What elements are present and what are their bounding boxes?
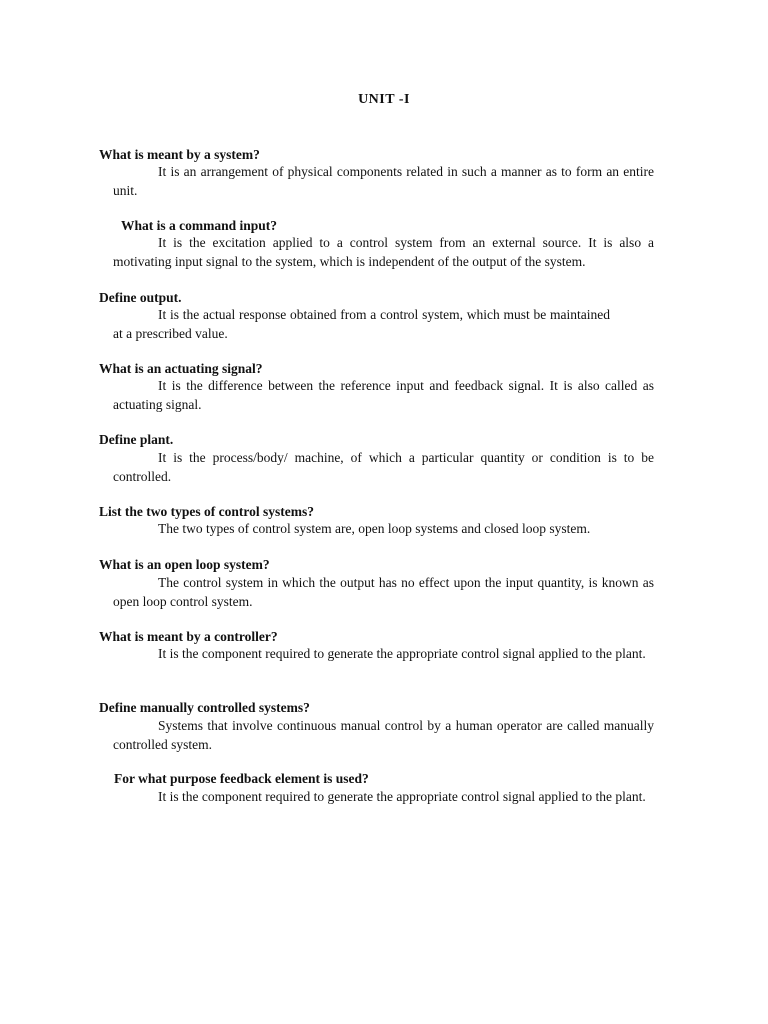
answer-text: The two types of control system are, open loop systems and closed loop system. — [158, 521, 591, 536]
answer-text: It is the excitation applied to a control system from an external source. It is also a motivating input signal to the system, which is independent of the output of the system. — [113, 235, 654, 269]
answer-text: It is the component required to generate the appropriate control signal applied to the plant. — [158, 646, 646, 661]
question-heading: What is meant by a system? — [99, 147, 260, 162]
answer-text: It is an arrangement of physical components related in such a manner as to form an entire unit. — [113, 164, 654, 198]
question-heading: For what purpose feedback element is used? — [114, 771, 369, 786]
page-title: UNIT -I — [358, 92, 410, 107]
answer-text: It is the difference between the reference input and feedback signal. It is also called as actuating signal. — [113, 378, 654, 412]
answer-text: It is the process/body/ machine, of which a particular quantity or condition is to be controlled. — [113, 450, 654, 484]
answer-text: Systems that involve continuous manual control by a human operator are called manually controlled system. — [113, 718, 654, 752]
answer-text: The control system in which the output has no effect upon the input quantity, is known as open loop control system. — [113, 575, 654, 609]
question-heading: What is an actuating signal? — [99, 361, 263, 376]
question-heading: What is meant by a controller? — [99, 629, 278, 644]
question-heading: Define plant. — [99, 432, 174, 447]
answer-text: It is the component required to generate the appropriate control signal applied to the plant. — [158, 789, 646, 804]
question-heading: Define manually controlled systems? — [99, 700, 310, 715]
question-heading: Define output. — [99, 290, 182, 305]
question-heading: What is a command input? — [121, 218, 278, 233]
question-heading: What is an open loop system? — [99, 557, 270, 572]
question-heading: List the two types of control systems? — [99, 504, 314, 519]
answer-text: It is the actual response obtained from a control system, which must be maintained at a prescribed value. — [113, 307, 610, 341]
